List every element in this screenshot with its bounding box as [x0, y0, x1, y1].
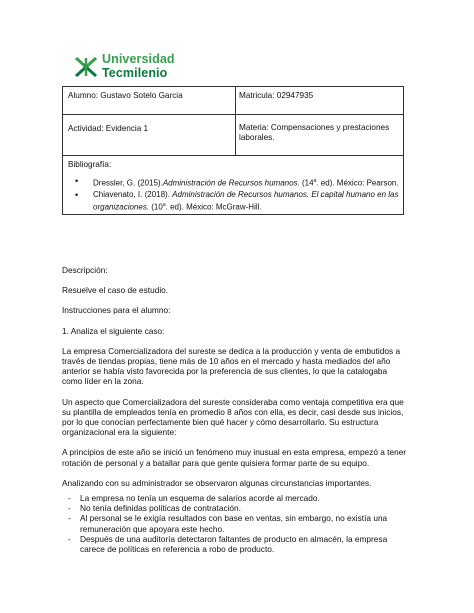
ref-author: Chiavenato, I. (2018).	[93, 189, 173, 199]
logo-line1: Universidad	[102, 52, 175, 66]
list-item: - Después de una auditoría detectaron faltantes de producto en almacén, la empresa carece de políticas en referencia a robo de producto.	[62, 534, 407, 554]
instrucciones-heading: Instrucciones para el alumno:	[62, 305, 171, 316]
university-logo	[74, 53, 184, 81]
logo-line2: Tecmilenio	[102, 66, 168, 80]
alumno-cell	[63, 87, 236, 115]
ref-author: Dressler, G. (2015).	[93, 178, 163, 188]
actividad-text: Actividad: Evidencia 1	[68, 124, 149, 133]
list-item: - No tenía definidas políticas de contratación.	[62, 503, 407, 513]
analiza-text: 1. Analiza el siguiente caso:	[62, 325, 165, 336]
bibliografia-title: Bibliografía:	[68, 160, 112, 169]
ref-edition: (10	[149, 202, 163, 212]
paragraph-3: A principios de este año se inició un fenómeno muy inusual en esta empresa, empezó a tener rotación de personal y a batallar para que gente quisiera formar parte de su equipo.	[62, 447, 407, 468]
bibliografia-item	[75, 190, 400, 213]
alumno-text: Alumno: Gustavo Sotelo Garcia	[68, 91, 183, 100]
bibliografia-list	[75, 176, 400, 213]
matricula-cell	[236, 87, 404, 115]
tecmilenio-logo-icon	[74, 55, 98, 79]
document-body	[62, 265, 407, 554]
list-item: - Al personal se le exigía resultados con base en ventas, sin embargo, no existía una remuneración que apoyara este hecho.	[62, 513, 407, 533]
materia-text: Materia: Compensaciones y prestaciones laborales.	[239, 123, 390, 142]
ref-publisher: . ed). México: Pearson.	[316, 178, 399, 188]
logo-wordmark	[102, 53, 175, 80]
ref-sup: a	[313, 178, 317, 184]
ref-publisher: . ed). México: McGraw-Hill.	[165, 202, 262, 212]
circumstances-list	[62, 493, 407, 554]
actividad-cell	[63, 115, 236, 156]
ref-title: Administración de Recursos humanos.	[162, 178, 300, 188]
paragraph-1: La empresa Comercializadora del sureste se dedica a la producción y venta de embutidos a través de tiendas propias, tiene más de 10 años en el mercado y hasta mediados del año anterior se había visto favorecida por la preferencia de sus clientes, lo que la catalogaba como líder en la zona.	[62, 345, 401, 387]
list-item: - La empresa no tenía un esquema de salarios acorde al mercado.	[62, 493, 407, 503]
descripcion-heading: Descripción:	[62, 265, 108, 275]
ref-sup: a	[162, 201, 166, 208]
ref-title: Administración de Recursos humanos. El capital humano en las organizaciones.	[93, 189, 399, 212]
matricula-text: Matricula: 02947935	[239, 91, 314, 100]
paragraph-2: Un aspecto que Comercializadora del sureste consideraba como ventaja competitiva era que su plantilla de empleados tenía en promedio 8 años con ella, es decir, casi desde sus inicios, por lo que conocían perfectamente bien qué hacer y cómo desarrollarlo. Su estructura organizacional era la siguiente:	[62, 396, 404, 438]
bibliografia-item	[75, 176, 400, 189]
paragraph-4: Analizando con su administrador se observaron algunas circunstancias importantes.	[62, 477, 372, 488]
materia-cell	[236, 115, 404, 156]
header-table	[62, 86, 404, 215]
ref-edition: (14	[299, 178, 314, 188]
bibliografia-cell	[63, 156, 404, 215]
resuelve-text: Resuelve el caso de estudio.	[62, 285, 169, 296]
